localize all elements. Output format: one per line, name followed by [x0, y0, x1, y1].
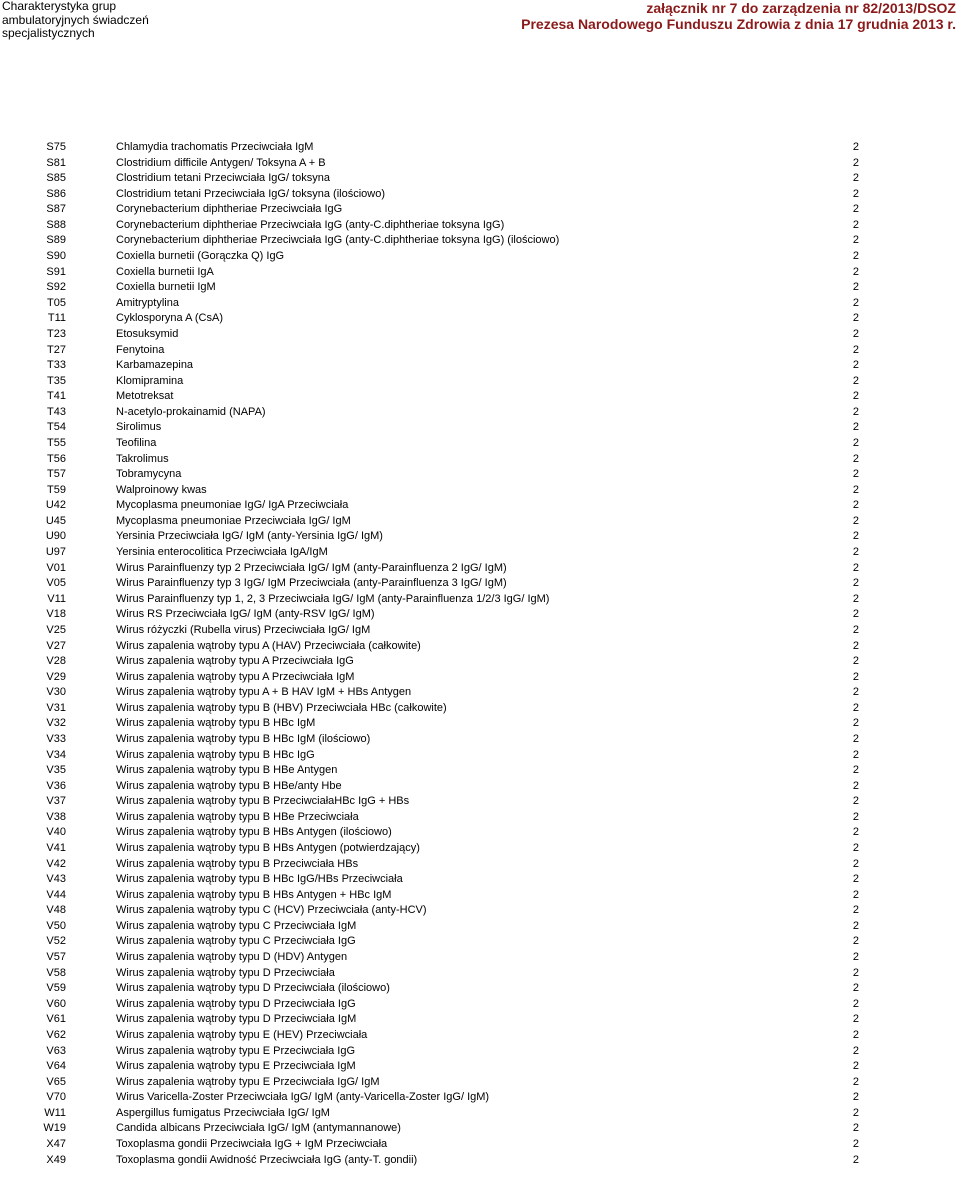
table-row	[0, 202, 960, 218]
row-value: 2	[852, 561, 859, 574]
row-value: 2	[852, 359, 859, 372]
row-code: V35	[46, 764, 66, 777]
row-code: T41	[47, 390, 66, 403]
attachment-title: załącznik nr 7 do zarządzenia nr 82/2013/DSOZ	[646, 0, 956, 16]
row-code: W11	[44, 1106, 66, 1119]
table-row	[0, 420, 960, 436]
row-name: Wirus Parainfluenzy typ 3 IgG/ IgM Przeciwciała (anty-Parainfluenza 3 IgG/ IgM)	[116, 577, 507, 590]
table-row	[0, 187, 960, 203]
row-name: Wirus zapalenia wątroby typu A + B HAV IgM + HBs Antygen	[116, 686, 412, 699]
table-row	[0, 1090, 960, 1106]
row-name: Walproinowy kwas	[116, 483, 207, 496]
row-code: V41	[46, 842, 66, 855]
row-code: U90	[45, 530, 66, 543]
row-value: 2	[852, 1028, 859, 1041]
document-category-header	[2, 0, 149, 41]
row-name: Clostridium difficile Antygen/ Toksyna A + B	[116, 156, 326, 169]
row-value: 2	[852, 701, 859, 714]
table-row	[0, 919, 960, 935]
row-value: 2	[852, 577, 859, 590]
row-code: V63	[46, 1044, 66, 1057]
row-value: 2	[852, 686, 859, 699]
table-row	[0, 529, 960, 545]
row-value: 2	[852, 141, 859, 153]
table-row	[0, 934, 960, 950]
row-value: 2	[852, 530, 859, 543]
row-value: 2	[852, 935, 859, 948]
row-value: 2	[852, 250, 859, 263]
row-code: S88	[46, 218, 66, 231]
row-value: 2	[852, 1013, 859, 1026]
table-row	[0, 841, 960, 857]
table-row	[0, 888, 960, 904]
row-name: Tobramycyna	[116, 468, 182, 481]
row-value: 2	[852, 1044, 859, 1057]
row-value: 2	[852, 1122, 859, 1135]
row-name: Wirus zapalenia wątroby typu E Przeciwciała IgM	[116, 1060, 356, 1073]
table-row	[0, 467, 960, 483]
row-name: Wirus zapalenia wątroby typu B (HBV) Przeciwciała HBc (całkowite)	[116, 701, 447, 714]
table-row	[0, 623, 960, 639]
row-code: V60	[46, 997, 66, 1010]
row-name: Aspergillus fumigatus Przeciwciała IgG/ IgM	[116, 1106, 330, 1119]
row-value: 2	[852, 1075, 859, 1088]
row-code: V64	[46, 1060, 66, 1073]
row-code: V52	[46, 935, 66, 948]
row-code: V38	[46, 810, 66, 823]
table-row	[0, 779, 960, 795]
table-row	[0, 265, 960, 281]
row-value: 2	[852, 187, 859, 200]
row-name: Wirus zapalenia wątroby typu B HBc IgM	[116, 717, 316, 730]
table-row	[0, 343, 960, 359]
row-code: T43	[47, 405, 66, 418]
row-value: 2	[852, 514, 859, 527]
row-value: 2	[852, 172, 859, 185]
row-code: V40	[46, 826, 66, 839]
table-row	[0, 1075, 960, 1091]
table-row	[0, 280, 960, 296]
table-row	[0, 233, 960, 249]
row-name: Wirus zapalenia wątroby typu A (HAV) Przeciwciała (całkowite)	[116, 639, 421, 652]
row-value: 2	[852, 779, 859, 792]
row-code: U97	[45, 546, 66, 559]
table-row	[0, 763, 960, 779]
row-name: Wirus zapalenia wątroby typu E Przeciwciała IgG	[116, 1044, 356, 1057]
row-name: Metotreksat	[116, 390, 174, 403]
service-table	[0, 140, 960, 1168]
row-value: 2	[852, 717, 859, 730]
row-value: 2	[852, 327, 859, 340]
row-name: Wirus różyczki (Rubella virus) Przeciwciała IgG/ IgM	[116, 623, 371, 636]
row-value: 2	[852, 546, 859, 559]
table-row	[0, 903, 960, 919]
row-value: 2	[852, 842, 859, 855]
table-row	[0, 171, 960, 187]
table-row	[0, 249, 960, 265]
table-row	[0, 857, 960, 873]
row-value: 2	[852, 1138, 859, 1150]
table-row	[0, 639, 960, 655]
row-name: Wirus zapalenia wątroby typu C (HCV) Przeciwciała (anty-HCV)	[116, 904, 427, 917]
row-value: 2	[852, 1106, 859, 1119]
table-row	[0, 218, 960, 234]
table-row	[0, 140, 960, 156]
document-attachment-header	[521, 0, 956, 32]
row-code: V31	[46, 701, 66, 714]
row-code: X49	[46, 1153, 66, 1166]
row-code: V28	[46, 655, 66, 668]
row-value: 2	[852, 810, 859, 823]
row-code: T55	[47, 436, 66, 449]
row-name: Wirus RS Przeciwciała IgG/ IgM (anty-RSV IgG/ IgM)	[116, 608, 375, 621]
row-value: 2	[852, 281, 859, 294]
row-code: S86	[46, 187, 66, 200]
row-code: T33	[47, 359, 66, 372]
table-row	[0, 1059, 960, 1075]
row-code: U45	[45, 514, 66, 527]
table-row	[0, 825, 960, 841]
row-code: S81	[46, 156, 66, 169]
row-value: 2	[852, 748, 859, 761]
table-row	[0, 1153, 960, 1169]
row-name: Wirus zapalenia wątroby typu D Przeciwciała IgM	[116, 1013, 357, 1026]
row-name: Etosuksymid	[116, 327, 179, 340]
row-value: 2	[852, 888, 859, 901]
row-value: 2	[852, 499, 859, 512]
row-value: 2	[852, 919, 859, 932]
row-value: 2	[852, 951, 859, 964]
row-code: T54	[47, 421, 66, 434]
row-code: V18	[46, 608, 66, 621]
row-code: W19	[43, 1122, 66, 1135]
row-code: T57	[47, 468, 66, 481]
row-name: Clostridium tetani Przeciwciała IgG/ toksyna	[116, 172, 330, 185]
row-name: Wirus zapalenia wątroby typu D Przeciwciała IgG	[116, 997, 356, 1010]
row-name: Teofilina	[116, 436, 157, 449]
table-row	[0, 545, 960, 561]
row-name: Wirus zapalenia wątroby typu A Przeciwciała IgG	[116, 655, 354, 668]
table-row	[0, 732, 960, 748]
row-code: S75	[46, 141, 66, 153]
row-code: V36	[46, 779, 66, 792]
row-value: 2	[852, 156, 859, 169]
header-left-line: specjalistycznych	[2, 26, 95, 40]
row-value: 2	[852, 670, 859, 683]
row-name: Amitryptylina	[116, 296, 179, 309]
table-row	[0, 607, 960, 623]
row-value: 2	[852, 1153, 859, 1166]
row-code: V34	[46, 748, 66, 761]
row-value: 2	[852, 296, 859, 309]
table-row	[0, 872, 960, 888]
table-row	[0, 156, 960, 172]
table-row	[0, 950, 960, 966]
row-name: Wirus zapalenia wątroby typu E Przeciwciała IgG/ IgM	[116, 1075, 380, 1088]
row-name: Wirus zapalenia wątroby typu B HBe/anty Hbe	[116, 779, 342, 792]
row-value: 2	[852, 343, 859, 356]
row-name: Candida albicans Przeciwciała IgG/ IgM (antymannanowe)	[116, 1122, 401, 1135]
row-value: 2	[852, 374, 859, 387]
row-name: Sirolimus	[116, 421, 162, 434]
row-value: 2	[852, 857, 859, 870]
row-code: V48	[46, 904, 66, 917]
row-value: 2	[852, 608, 859, 621]
row-name: Wirus zapalenia wątroby typu B HBs Antygen (ilościowo)	[116, 826, 392, 839]
row-code: V57	[46, 951, 66, 964]
row-name: Wirus zapalenia wątroby typu B HBs Antygen + HBc IgM	[116, 888, 392, 901]
row-name: Wirus zapalenia wątroby typu B HBc IgM (ilościowo)	[116, 732, 371, 745]
row-value: 2	[852, 795, 859, 808]
row-code: S89	[46, 234, 66, 247]
table-row	[0, 576, 960, 592]
row-code: S91	[46, 265, 66, 278]
row-code: V37	[46, 795, 66, 808]
row-value: 2	[852, 997, 859, 1010]
row-code: T59	[47, 483, 66, 496]
row-code: V70	[46, 1091, 66, 1104]
table-row	[0, 1121, 960, 1137]
row-value: 2	[852, 468, 859, 481]
row-name: Coxiella burnetii (Gorączka Q) IgG	[116, 250, 285, 263]
row-name: Fenytoina	[116, 343, 165, 356]
row-code: V33	[46, 732, 66, 745]
row-code: V42	[46, 857, 66, 870]
table-row	[0, 685, 960, 701]
row-code: T23	[47, 327, 66, 340]
row-name: Coxiella burnetii IgM	[116, 281, 216, 294]
row-code: V29	[46, 670, 66, 683]
row-value: 2	[852, 732, 859, 745]
table-row	[0, 311, 960, 327]
row-value: 2	[852, 966, 859, 979]
row-name: Corynebacterium diphtheriae Przeciwciała IgG	[116, 203, 343, 216]
table-row	[0, 794, 960, 810]
row-code: V50	[46, 919, 66, 932]
row-code: V30	[46, 686, 66, 699]
table-row	[0, 452, 960, 468]
row-name: Wirus zapalenia wątroby typu D Przeciwciała (ilościowo)	[116, 982, 390, 995]
table-row	[0, 483, 960, 499]
row-code: V62	[46, 1028, 66, 1041]
row-code: V43	[46, 873, 66, 886]
row-value: 2	[852, 826, 859, 839]
row-code: S92	[46, 281, 66, 294]
table-row	[0, 498, 960, 514]
row-name: Wirus Parainfluenzy typ 1, 2, 3 Przeciwciała IgG/ IgM (anty-Parainfluenza 1/2/3 IgG/ IgM)	[116, 592, 550, 605]
row-value: 2	[852, 982, 859, 995]
row-name: Wirus zapalenia wątroby typu C Przeciwciała IgM	[116, 919, 357, 932]
table-row	[0, 389, 960, 405]
row-code: V25	[46, 623, 66, 636]
attachment-subtitle: Prezesa Narodowego Funduszu Zdrowia z dnia 17 grudnia 2013 r.	[521, 16, 956, 32]
row-value: 2	[852, 312, 859, 325]
row-value: 2	[852, 390, 859, 403]
row-value: 2	[852, 405, 859, 418]
row-code: V65	[46, 1075, 66, 1088]
row-value: 2	[852, 623, 859, 636]
row-name: Wirus Parainfluenzy typ 2 Przeciwciała IgG/ IgM (anty-Parainfluenza 2 IgG/ IgM)	[116, 561, 507, 574]
table-row	[0, 592, 960, 608]
row-value: 2	[852, 1091, 859, 1104]
row-value: 2	[852, 234, 859, 247]
row-code: V61	[46, 1013, 66, 1026]
row-code: S85	[46, 172, 66, 185]
row-name: Corynebacterium diphtheriae Przeciwciała IgG (anty-C.diphtheriae toksyna IgG) (ilościowo)	[116, 234, 560, 247]
table-row	[0, 327, 960, 343]
row-code: T56	[47, 452, 66, 465]
row-name: Wirus zapalenia wątroby typu C Przeciwciała IgG	[116, 935, 356, 948]
row-value: 2	[852, 873, 859, 886]
table-row	[0, 654, 960, 670]
table-row	[0, 701, 960, 717]
row-code: T27	[47, 343, 66, 356]
row-name: Wirus zapalenia wątroby typu E (HEV) Przeciwciała	[116, 1028, 368, 1041]
row-name: Wirus zapalenia wątroby typu D (HDV) Antygen	[116, 951, 348, 964]
row-value: 2	[852, 655, 859, 668]
row-value: 2	[852, 265, 859, 278]
table-row	[0, 981, 960, 997]
row-name: Wirus zapalenia wątroby typu B HBe Przeciwciała	[116, 810, 359, 823]
row-name: Toxoplasma gondii Awidność Przeciwciała IgG (anty-T. gondii)	[116, 1153, 418, 1166]
row-name: Wirus Varicella-Zoster Przeciwciała IgG/ IgM (anty-Varicella-Zoster IgG/ IgM)	[116, 1091, 490, 1104]
row-value: 2	[852, 218, 859, 231]
row-value: 2	[852, 421, 859, 434]
row-code: S87	[46, 203, 66, 216]
row-code: S90	[46, 250, 66, 263]
row-name: Corynebacterium diphtheriae Przeciwciała IgG (anty-C.diphtheriae toksyna IgG)	[116, 218, 505, 231]
row-name: Wirus zapalenia wątroby typu A Przeciwciała IgM	[116, 670, 355, 683]
table-row	[0, 374, 960, 390]
row-value: 2	[852, 639, 859, 652]
row-value: 2	[852, 764, 859, 777]
table-row	[0, 1137, 960, 1153]
table-row	[0, 748, 960, 764]
row-name: Wirus zapalenia wątroby typu B HBc IgG	[116, 748, 315, 761]
row-code: V32	[46, 717, 66, 730]
row-name: N-acetylo-prokainamid (NAPA)	[116, 405, 266, 418]
table-row	[0, 670, 960, 686]
row-code: T11	[47, 312, 66, 325]
header-left-line: Charakterystyka grup	[2, 0, 117, 13]
row-code: V59	[46, 982, 66, 995]
row-code: V11	[47, 592, 66, 605]
row-value: 2	[852, 483, 859, 496]
row-value: 2	[852, 436, 859, 449]
row-name: Mycoplasma pneumoniae Przeciwciała IgG/ IgM	[116, 514, 351, 527]
row-name: Takrolimus	[116, 452, 169, 465]
row-name: Coxiella burnetii IgA	[116, 265, 214, 278]
table-row	[0, 966, 960, 982]
row-name: Wirus zapalenia wątroby typu B HBs Antygen (potwierdzający)	[116, 842, 420, 855]
table-row	[0, 405, 960, 421]
row-code: V01	[46, 561, 66, 574]
row-name: Klomipramina	[116, 374, 184, 387]
row-value: 2	[852, 203, 859, 216]
row-name: Chlamydia trachomatis Przeciwciała IgM	[116, 141, 314, 153]
table-row	[0, 1028, 960, 1044]
table-row	[0, 514, 960, 530]
row-code: V05	[46, 577, 66, 590]
row-code: U42	[45, 499, 66, 512]
table-row	[0, 1012, 960, 1028]
row-name: Wirus zapalenia wątroby typu B HBe Antygen	[116, 764, 338, 777]
row-name: Toxoplasma gondii Przeciwciała IgG + IgM Przeciwciała	[116, 1138, 388, 1150]
row-value: 2	[852, 1060, 859, 1073]
row-name: Wirus zapalenia wątroby typu B PrzeciwciałaHBc IgG + HBs	[116, 795, 410, 808]
table-row	[0, 358, 960, 374]
table-row	[0, 436, 960, 452]
table-row	[0, 561, 960, 577]
row-code: V58	[46, 966, 66, 979]
row-code: T05	[47, 296, 66, 309]
header-left-line: ambulatoryjnych świadczeń	[2, 12, 149, 27]
row-name: Wirus zapalenia wątroby typu B Przeciwciała HBs	[116, 857, 359, 870]
row-name: Karbamazepina	[116, 359, 194, 372]
row-code: T35	[47, 374, 66, 387]
row-name: Yersinia enterocolitica Przeciwciała IgA/IgM	[116, 546, 328, 559]
row-name: Cyklosporyna A (CsA)	[116, 312, 223, 325]
row-value: 2	[852, 452, 859, 465]
row-value: 2	[852, 904, 859, 917]
row-code: X47	[46, 1138, 66, 1150]
table-row	[0, 810, 960, 826]
row-name: Yersinia Przeciwciała IgG/ IgM (anty-Yersinia IgG/ IgM)	[116, 530, 383, 543]
table-row	[0, 296, 960, 312]
table-row	[0, 716, 960, 732]
table-row	[0, 1044, 960, 1060]
table-row	[0, 1106, 960, 1122]
table-row	[0, 997, 960, 1013]
row-value: 2	[852, 592, 859, 605]
row-code: V27	[46, 639, 66, 652]
row-name: Mycoplasma pneumoniae IgG/ IgA Przeciwciała	[116, 499, 349, 512]
row-name: Wirus zapalenia wątroby typu D Przeciwciała	[116, 966, 335, 979]
row-name: Wirus zapalenia wątroby typu B HBc IgG/HBs Przeciwciała	[116, 873, 403, 886]
row-code: V44	[46, 888, 66, 901]
row-name: Clostridium tetani Przeciwciała IgG/ toksyna (ilościowo)	[116, 187, 385, 200]
